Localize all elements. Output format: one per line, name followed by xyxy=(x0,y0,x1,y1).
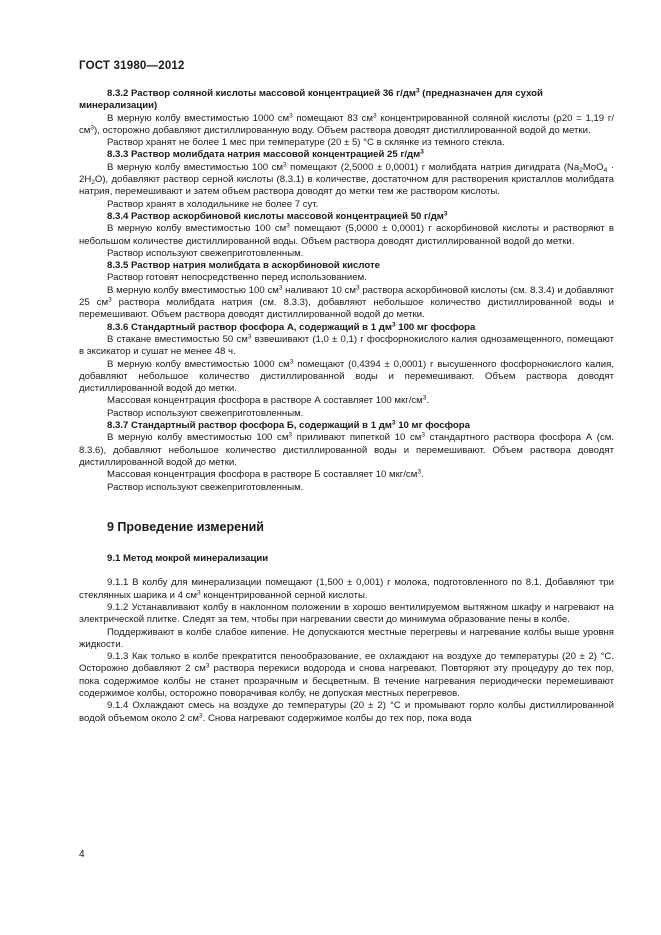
paragraph: Раствор хранят в холодильнике не более 7 сут. xyxy=(107,198,319,210)
section-heading-9: 9 Проведение измерений xyxy=(107,519,264,534)
paragraph: Массовая концентрация фосфора в растворе Б составляет 10 мкг/$см^3$. xyxy=(107,468,424,481)
paragraph: Раствор используют свежеприготовленным. xyxy=(107,247,304,259)
paragraph: Раствор хранят не более 1 мес при температуре (20 ± 5) °С в склянке из темного стекла. xyxy=(107,137,505,149)
paragraph: Раствор используют свежеприготовленным. xyxy=(107,407,304,419)
paragraph: В мерную колбу вместимостью 1000 $см^3$ помещают 83 $см^3$ концентрированной соляной кислоты (ρ20 = 1,19 $г/см^3$), осторожно добавляют дистиллированную воду. Объем раствора доводят дистиллированной водой до метки. xyxy=(79,112,614,136)
section-heading-8-3-7: 8.3.7 Стандартный раствор фосфора Б, содержащий в 1 $дм^3$ 10 мг фосфора xyxy=(107,419,470,432)
paragraph: 9.1.2 Устанавливают колбу в наклонном положении в хорошо вентилируемом вытяжном шкафу и нагревают на электрической плитке. Следят за тем, чтобы при нагревании свести до минимума образование пены в колбе. xyxy=(79,601,614,626)
paragraph: В мерную колбу вместимостью 100 $см^3$ приливают пипеткой 10 $см^3$ стандартного раствора фосфора А (см. 8.3.6), добавляют небольшое количество дистиллированной воды и перемешивают. Объем раствора доводят дистиллированной водой до метки. xyxy=(79,431,615,468)
paragraph: Массовая концентрация фосфора в растворе А составляет 100 мкг/$см^3$. xyxy=(107,394,430,407)
section-heading-8-3-2: 8.3.2 Раствор соляной кислоты массовой концентрацией 36 $г/дм^3$ (предназначен для сухой минерализации) xyxy=(79,87,543,112)
section-heading-8-3-5: 8.3.5 Раствор натрия молибдата в аскорбиновой кислоте xyxy=(107,260,381,272)
standard-header: ГОСТ 31980—2012 xyxy=(79,60,185,72)
paragraph: В мерную колбу вместимостью 100 $см^3$ помещают (5,0000 ± 0,0001) г аскорбиновой кислоты и растворяют в небольшом количестве дистиллированной воды. Объем раствора доводят дистиллированной водой до метки. xyxy=(79,222,615,247)
document-body xyxy=(79,88,614,725)
paragraph: Поддерживают в колбе слабое кипение. Не допускаются местные перегревы и нагревание колбы выше уровня жидкости. xyxy=(79,626,614,650)
page-number: 4 xyxy=(79,849,85,860)
paragraph: 9.1.3 Как только в колбе прекратится пенообразование, ее охлаждают на воздухе до температуры (20 ± 2) °С. Осторожно добавляют 2 $см^3$ раствора перекиси водорода и снова нагревают. Повторяют эту процедуру до тех пор, пока содержимое колбы не станет прозрачным и бесцветным. В течение нагревания периодически перемешивают содержимое колбы, осторожно поворачивая колбу, не допуская местных перегревов. xyxy=(79,651,615,700)
section-heading-8-3-6: 8.3.6 Стандартный раствор фосфора А, содержащий в 1 $дм^3$ 100 мг фосфора xyxy=(107,321,476,333)
paragraph: В мерную колбу вместимостью 100 $см^3$ наливают 10 $см^3$ раствора аскорбиновой кислоты (см. 8.3.4) и добавляют 25 $см^3$ раствора молибдата натрия (см. 8.3.3), добавляют небольшое количество дистиллированной воды и перемешивают. Объем раствора доводят дистиллированной водой до метки. xyxy=(79,284,614,321)
section-heading-8-3-4: 8.3.4 Раствор аскорбиновой кислоты массовой концентрацией 50 $г/дм^3$ xyxy=(107,210,448,222)
paragraph: В стакане вместимостью 50 $см^3$ взвешивают (1,0 ± 0,1) г фосфорнокислого калия однозамещенного, помещают в эксикатор и сушат не менее 48 ч. xyxy=(79,333,614,358)
paragraph: 9.1.4 Охлаждают смесь на воздухе до температуры (20 ± 2) °С и промывают горло колбы дистиллированной водой объемом около 2 $см^3$. Снова нагревают содержимое колбы до тех пор, пока вода xyxy=(79,700,614,724)
paragraph: 9.1.1 В колбу для минерализации помещают (1,500 ± 0,001) г молока, подготовленного по 8.1. Добавляют три стеклянных шарика и 4 $см^3$ концентрированной серной кислоты. xyxy=(79,577,614,601)
paragraph: Раствор используют свежеприготовленным. xyxy=(107,481,304,493)
paragraph: В мерную колбу вместимостью 1000 $см^3$ помещают (0,4394 ± 0,0001) г высушенного фосфорнокислого калия, добавляют небольшое количество дистиллированной воды и перемешивают. Объем раствора доводят дистиллированной водой до метки. xyxy=(79,358,614,395)
section-heading-9-1: 9.1 Метод мокрой минерализации xyxy=(107,553,269,565)
paragraph: Раствор готовят непосредственно перед использованием. xyxy=(107,272,367,284)
section-heading-8-3-3: 8.3.3 Раствор молибдата натрия массовой концентрацией 25 $г/дм^3$ xyxy=(107,148,424,161)
paragraph: В мерную колбу вместимостью 100 $см^3$ помещают (2,5000 ± 0,0001) г молибдата натрия дигидрата $(Na_2MoO_4 \cdot 2H_2O)$, добавляют раствор серной кислоты (8.3.1) в количестве, достаточном для растворения кристаллов молибдата натрия, перемешивают и затем объем раствора доводят до метки тем же раствором кислоты. xyxy=(79,161,614,198)
